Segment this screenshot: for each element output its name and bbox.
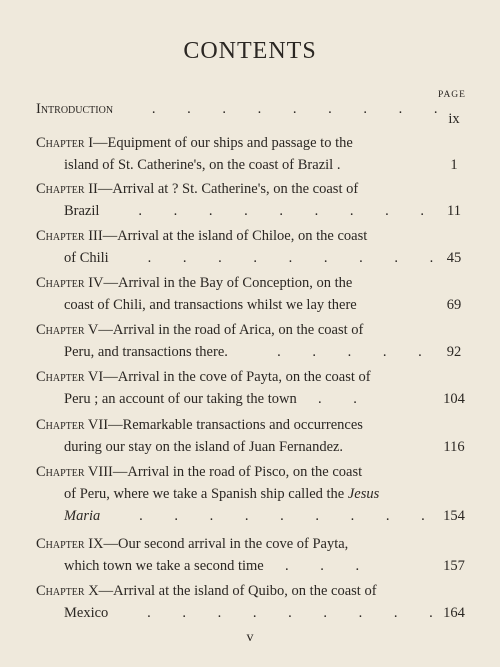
toc-entry-introduction — [36, 98, 452, 120]
chapter-title-line: Brazil — [64, 203, 100, 219]
leader-dots: . . . . . . . . . — [111, 605, 447, 621]
page-number: ix — [448, 111, 460, 127]
toc-entry-chapter-2 — [36, 178, 438, 222]
leader-dots: . . . — [267, 558, 374, 574]
page-number: 104 — [443, 391, 465, 407]
chapter-title-line: Mexico — [64, 605, 109, 621]
chapter-label: Chapter X — [36, 583, 99, 599]
chapter-title-line: —Arrival in the Bay of Conception, on the — [103, 275, 353, 291]
toc-entry-chapter-8 — [36, 461, 439, 527]
chapter-title-line: coast of Chili, and transactions whilst we lay there — [64, 297, 357, 313]
leader-dots: . . . . . . — [224, 344, 436, 360]
page-number: 92 — [446, 344, 462, 360]
toc-entry-chapter-4 — [36, 272, 432, 316]
leader-dots: . . . . . . . . . — [112, 250, 448, 266]
chapter-title-line: island of St. Catherine's, on the coast of Brazil — [64, 157, 334, 173]
leader-dots: . . . . . . . . . — [103, 203, 438, 219]
page-number: 154 — [443, 508, 465, 524]
chapter-title-line: Peru ; an account of our taking the town — [64, 391, 297, 407]
chapter-title-line: —Arrival in the road of Pisco, on the coast — [112, 464, 363, 480]
chapter-label: Chapter IV — [36, 275, 104, 291]
leader-dots: . . . . . . . . . — [103, 508, 439, 524]
chapter-label: Introduction — [36, 101, 114, 117]
toc-entry-chapter-3 — [36, 225, 448, 269]
chapter-label: Chapter I — [36, 135, 94, 151]
chapter-title-line: —Arrival at ? St. Catherine's, on the coast of — [97, 181, 359, 197]
page-number: 11 — [447, 203, 461, 219]
folio: v — [246, 630, 254, 645]
chapter-title-line: Peru, and transactions there — [64, 344, 225, 360]
toc-entry-chapter-7 — [36, 414, 432, 458]
page-number: 116 — [443, 439, 465, 455]
toc-entry-chapter-5 — [36, 319, 436, 363]
chapter-label: Chapter III — [36, 228, 103, 244]
leader-dots: . . — [300, 391, 371, 407]
chapter-title-line: of Peru, where we take a Spanish ship called the — [64, 486, 345, 502]
chapter-title-line: —Our second arrival in the cove of Payta, — [103, 536, 349, 552]
toc-entry-chapter-6 — [36, 366, 432, 410]
page-title: CONTENTS — [183, 38, 317, 64]
chapter-title-line: —Arrival in the road of Arica, on the coast of — [98, 322, 364, 338]
chapter-label: Chapter VI — [36, 369, 104, 385]
toc-entry-chapter-9 — [36, 533, 432, 577]
page-number: 69 — [446, 297, 462, 313]
chapter-title-line: which town we take a second time — [64, 558, 264, 574]
page-number: 157 — [443, 558, 465, 574]
chapter-title-line: —Arrival in the cove of Payta, on the coast of — [103, 369, 371, 385]
chapter-title-line: —Remarkable transactions and occurrences — [108, 417, 363, 433]
toc-entry-chapter-1 — [36, 132, 432, 176]
toc-entry-chapter-10 — [36, 580, 447, 624]
leader-dots: . — [336, 157, 355, 173]
chapter-label: Chapter VII — [36, 417, 109, 433]
chapter-title-line: during our stay on the island of Juan Fernandez. — [64, 439, 344, 455]
leader-dots: . . . . . . . . . — [116, 101, 452, 117]
chapter-title-italic: Maria — [64, 508, 101, 524]
chapter-title-line: —Equipment of our ships and passage to the — [93, 135, 353, 151]
chapter-title-line: of Chili — [64, 250, 109, 266]
chapter-title-italic: Jesus — [347, 486, 380, 502]
chapter-label: Chapter II — [36, 181, 98, 197]
chapter-label: Chapter IX — [36, 536, 104, 552]
chapter-label: Chapter VIII — [36, 464, 113, 480]
page-number: 1 — [450, 157, 458, 173]
chapter-label: Chapter V — [36, 322, 99, 338]
page-column-header: PAGE — [438, 90, 466, 100]
page-number: 45 — [446, 250, 462, 266]
chapter-title-line: —Arrival at the island of Quibo, on the coast of — [98, 583, 377, 599]
chapter-title-line: —Arrival at the island of Chiloe, on the coast — [102, 228, 368, 244]
page-number: 164 — [443, 605, 465, 621]
